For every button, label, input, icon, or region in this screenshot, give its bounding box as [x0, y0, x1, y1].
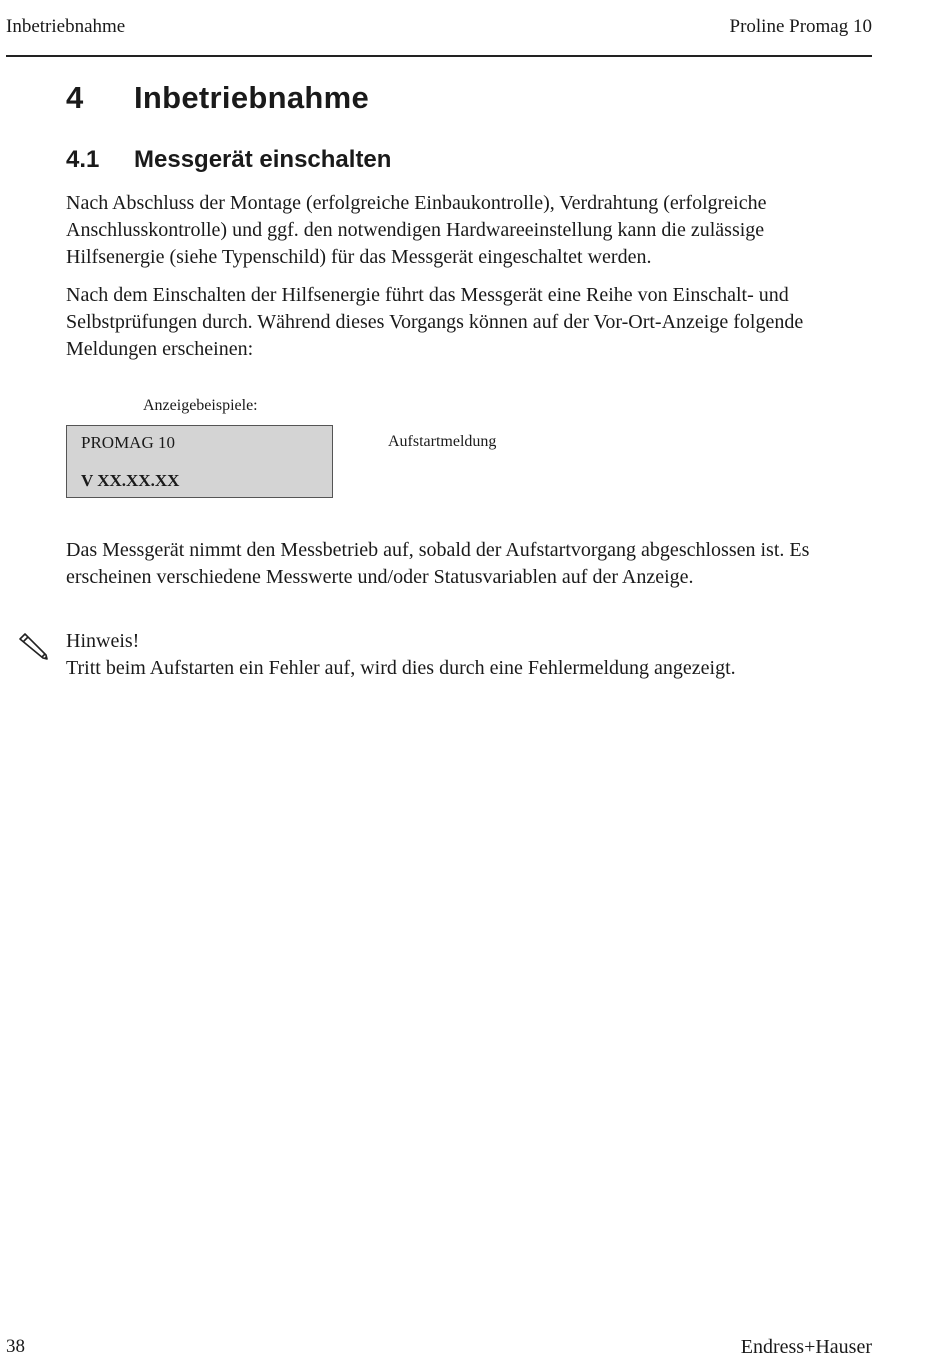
header-divider: [6, 55, 872, 57]
chapter-title: Inbetriebnahme: [134, 80, 370, 115]
section-number: 4.1: [66, 146, 100, 173]
note-text: Tritt beim Aufstarten ein Fehler auf, wird dies durch eine Fehlermeldung angezeigt.: [66, 657, 736, 679]
paragraph-measuring-mode: Das Messgerät nimmt den Messbetrieb auf, sobald der Aufstartvorgang abgeschlossen ist. Es erscheinen verschiedene Messwerte und/oder Statusvariablen auf der Anzeige.: [66, 539, 810, 588]
note-title: Hinweis!: [66, 630, 140, 652]
section-title: Messgerät einschalten: [134, 146, 392, 173]
lcd-line-1: PROMAG 10: [81, 433, 175, 452]
paragraph-self-test: Nach dem Einschalten der Hilfsenergie führt das Messgerät eine Reihe von Einschalt- und Selbstprüfungen durch. Während dieses Vorgangs können auf der Vor-Ort-Anzeige folgende Meldungen erscheinen:: [66, 284, 804, 360]
paragraph-power-on: Nach Abschluss der Montage (erfolgreiche Einbaukontrolle), Verdrahtung (erfolgreiche Anschlusskontrolle) und ggf. den notwendigen Hardwareeinstellung kann die zulässige Hilfsenergie (siehe Typenschild) für das Messgerät eingeschaltet werden.: [66, 192, 767, 268]
display-example-label: Aufstartmeldung: [388, 433, 497, 450]
pencil-icon: [16, 628, 52, 664]
section-heading: [66, 146, 391, 174]
page-number: 38: [6, 1336, 25, 1357]
header-section-title: Inbetriebnahme: [6, 16, 126, 37]
note-content: [66, 628, 866, 682]
chapter-heading: [66, 80, 369, 116]
display-example-caption: Anzeigebeispiele:: [143, 397, 258, 414]
header-product-name: Proline Promag 10: [729, 16, 872, 37]
lcd-line-2: V XX.XX.XX: [81, 471, 180, 490]
chapter-number: 4: [66, 80, 84, 115]
brand-name: Endress+Hauser: [740, 1336, 872, 1358]
lcd-display: [66, 425, 333, 498]
